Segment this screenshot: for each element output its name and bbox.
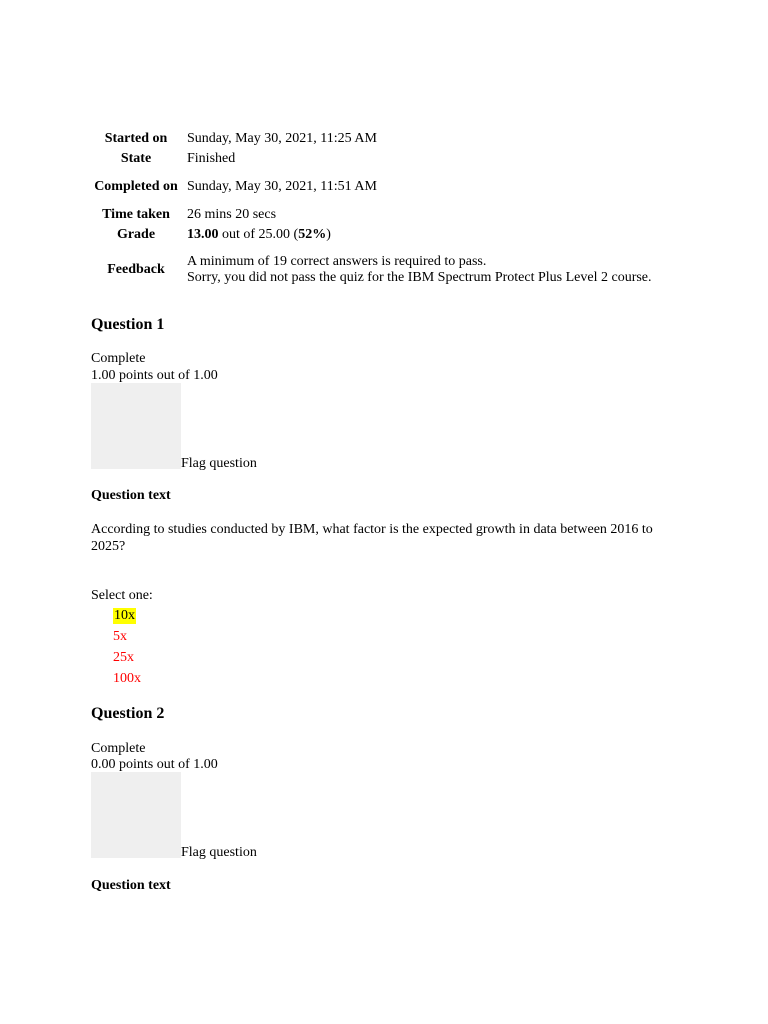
question-1-points: 1.00 points out of 1.00 (91, 368, 218, 383)
question-1-flag[interactable] (91, 383, 257, 469)
answer-option-label: 5x (113, 628, 127, 644)
flag-icon[interactable] (91, 772, 181, 858)
feedback-line-2: Sorry, you did not pass the quiz for the IBM Spectrum Protect Plus Level 2 course. (187, 270, 652, 285)
question-2-flag[interactable] (91, 772, 257, 858)
started-on-value: Sunday, May 30, 2021, 11:25 AM (187, 131, 377, 146)
grade-close-paren: ) (326, 227, 331, 242)
question-1-select-label: Select one: (91, 588, 153, 603)
grade-label: Grade (116, 227, 156, 242)
grade-out-of: out of 25.00 ( (218, 227, 299, 242)
question-1-options (91, 605, 141, 689)
attempt-summary-table (91, 129, 661, 295)
state-value: Finished (187, 151, 236, 166)
question-2-title: Question 2 (91, 705, 165, 722)
time-taken-value: 26 mins 20 secs (187, 207, 277, 222)
grade-score: 13.00 (187, 227, 219, 242)
answer-option-label: 100x (113, 670, 141, 686)
state-label: State (120, 151, 152, 166)
completed-on-label: Completed on (94, 179, 178, 194)
started-on-label: Started on (104, 131, 168, 146)
grade-percent: 52% (298, 227, 327, 242)
radio-icon[interactable] (91, 632, 101, 642)
answer-option[interactable] (91, 668, 141, 689)
feedback-label: Feedback (107, 262, 165, 277)
question-2-status: Complete (91, 741, 146, 756)
completed-on-value: Sunday, May 30, 2021, 11:51 AM (187, 179, 377, 194)
flag-icon[interactable] (91, 383, 181, 469)
answer-option[interactable] (91, 647, 141, 668)
time-taken-label: Time taken (102, 207, 170, 222)
answer-option[interactable] (91, 626, 141, 647)
question-1-text: According to studies conducted by IBM, what factor is the expected growth in data between 2016 to 2025? (91, 522, 653, 554)
grade-value (187, 225, 661, 245)
answer-option[interactable] (91, 605, 141, 626)
flag-question-link[interactable]: Flag question (181, 845, 257, 860)
question-1-title: Question 1 (91, 316, 165, 333)
radio-icon[interactable] (91, 674, 101, 684)
question-1-text-heading: Question text (91, 488, 171, 503)
flag-question-link[interactable]: Flag question (181, 456, 257, 471)
answer-option-label: 25x (113, 649, 134, 665)
answer-option-label: 10x (114, 607, 135, 623)
question-2-points: 0.00 points out of 1.00 (91, 757, 218, 772)
feedback-value (187, 245, 661, 295)
radio-icon[interactable] (91, 653, 101, 663)
radio-icon[interactable] (91, 611, 101, 621)
feedback-line-1: A minimum of 19 correct answers is required to pass. (187, 254, 487, 269)
question-2-text-heading: Question text (91, 878, 171, 893)
question-1-status: Complete (91, 351, 146, 366)
